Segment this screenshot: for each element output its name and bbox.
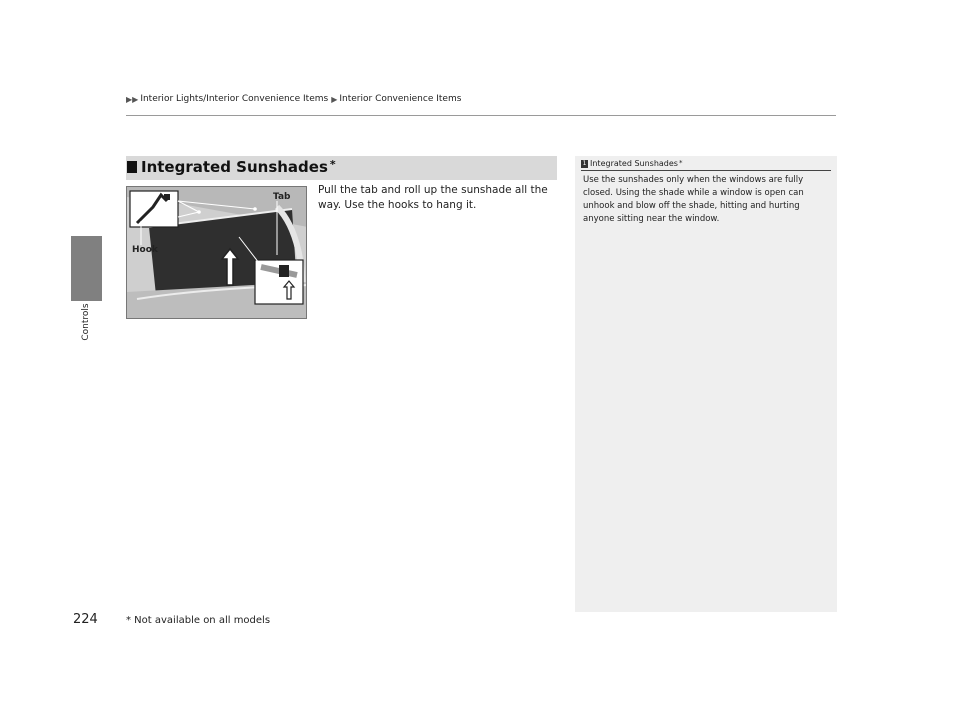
note-text: Use the sunshades only when the windows are fully closed. Using the shade while a window is open can unhook and blow off the shade, hitting and hurting anyone sitting near the window.: [583, 175, 804, 224]
chapter-tab[interactable]: [71, 236, 102, 301]
arrow-icon: ▶: [331, 94, 338, 104]
note-number-icon: 1: [582, 159, 587, 167]
note-title: Integrated Sunshades: [590, 159, 678, 168]
sunshade-illustration: [126, 186, 307, 319]
header-divider: [126, 115, 836, 116]
double-arrow-icon: ▶▶: [126, 94, 139, 104]
note-divider: [581, 170, 831, 171]
section-title: [126, 158, 336, 176]
hook-label: Hook: [132, 245, 158, 255]
section-header: [126, 156, 557, 180]
instruction-text: Pull the tab and roll up the sunshade all the way. Use the hooks to hang it.: [318, 184, 548, 211]
sidebar-note: [575, 156, 837, 612]
breadcrumb-item[interactable]: Interior Convenience Items: [339, 94, 462, 104]
section-asterisk: *: [329, 158, 336, 171]
tab-label: Tab: [273, 192, 291, 202]
note-header: [581, 159, 682, 168]
square-bullet-icon: [127, 161, 137, 173]
note-asterisk: *: [678, 159, 683, 167]
section-title-text: Integrated Sunshades: [141, 158, 328, 176]
page-number: 224: [73, 612, 98, 627]
breadcrumb-item[interactable]: Interior Lights/Interior Convenience Items: [140, 94, 329, 104]
breadcrumb: [126, 94, 464, 104]
chapter-label: Controls: [81, 303, 91, 341]
footnote: * Not available on all models: [126, 615, 271, 626]
